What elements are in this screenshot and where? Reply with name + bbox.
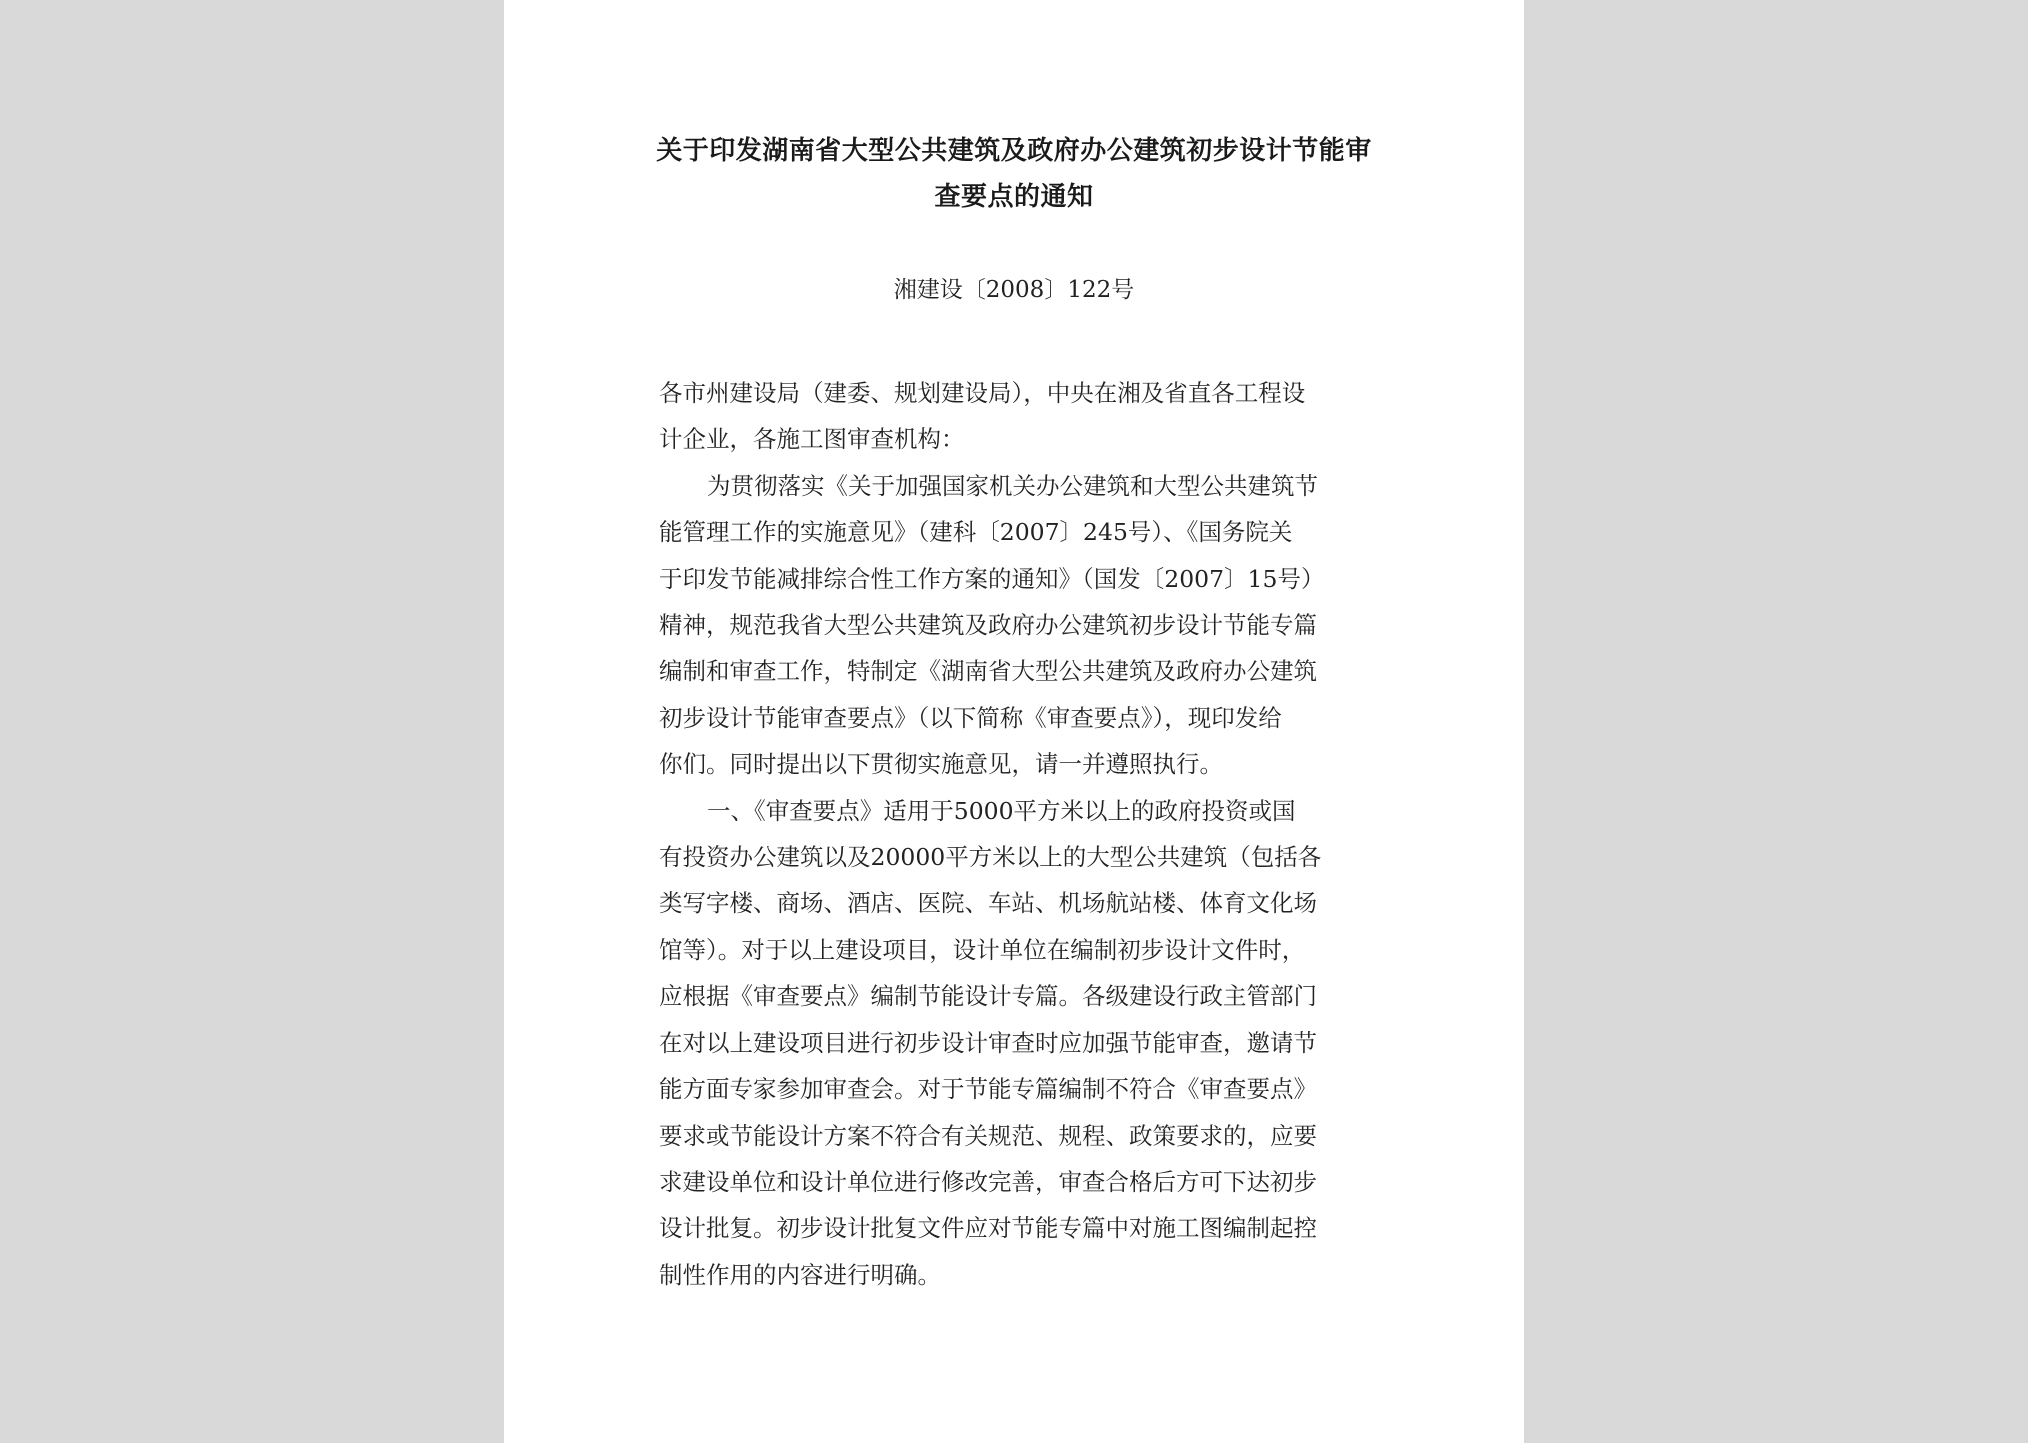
- paragraph-1-line: 编制和审查工作，特制定《湖南省大型公共建筑及政府办公建筑: [659, 657, 1317, 686]
- document-number: 湘建设〔2008〕122号: [893, 277, 1135, 303]
- document-title: [656, 128, 1372, 220]
- paragraph-1-line: 精神，规范我省大型公共建筑及政府办公建筑初步设计节能专篇: [659, 611, 1317, 640]
- paragraph-1-line: 于印发节能减排综合性工作方案的通知》（国发〔2007〕15号）: [659, 564, 1325, 593]
- title-line: 查要点的通知: [934, 182, 1094, 212]
- paragraph-2-line: 馆等）。对于以上建设项目，设计单位在编制初步设计文件时，: [659, 935, 1306, 964]
- paragraph-1-line: 初步设计节能审查要点》（以下简称《审查要点》），现印发给: [659, 703, 1282, 732]
- paragraph-2-line: 一、《审查要点》适用于5000平方米以上的政府投资或国: [707, 796, 1296, 825]
- paragraph-2-line: 类写字楼、商场、酒店、医院、车站、机场航站楼、体育文化场: [659, 889, 1317, 918]
- paragraph-2-line: 求建设单位和设计单位进行修改完善，审查合格后方可下达初步: [659, 1167, 1317, 1196]
- document-body: [659, 370, 1359, 1298]
- paragraph-2-line: 能方面专家参加审查会。对于节能专篇编制不符合《审查要点》: [659, 1075, 1317, 1104]
- paragraph-2-line: 设计批复。初步设计批复文件应对节能专篇中对施工图编制起控: [659, 1214, 1317, 1243]
- addressee-line: 各市州建设局（建委、规划建设局），中央在湘及省直各工程设: [659, 379, 1306, 407]
- paragraph-1-line: 你们。同时提出以下贯彻实施意见，请一并遵照执行。: [659, 750, 1223, 779]
- document-page: [504, 0, 1524, 1443]
- paragraph-1-line: 为贯彻落实《关于加强国家机关办公建筑和大型公共建筑节: [707, 471, 1318, 500]
- paragraph-2-line: 要求或节能设计方案不符合有关规范、规程、政策要求的，应要: [659, 1121, 1317, 1150]
- paragraph-2-line: 应根据《审查要点》编制节能设计专篇。各级建设行政主管部门: [659, 982, 1317, 1011]
- paragraph-1-line: 能管理工作的实施意见》（建科〔2007〕245号）、《国务院关: [659, 518, 1293, 547]
- title-line: 关于印发湖南省大型公共建筑及政府办公建筑初步设计节能审: [656, 136, 1372, 166]
- paragraph-2-line: 制性作用的内容进行明确。: [659, 1260, 941, 1289]
- paragraph-2-line: 有投资办公建筑以及20000平方米以上的大型公共建筑（包括各: [659, 843, 1322, 872]
- paragraph-2-line: 在对以上建设项目进行初步设计审查时应加强节能审查，邀请节: [659, 1028, 1317, 1057]
- addressee-line: 计企业，各施工图审查机构：: [659, 425, 965, 454]
